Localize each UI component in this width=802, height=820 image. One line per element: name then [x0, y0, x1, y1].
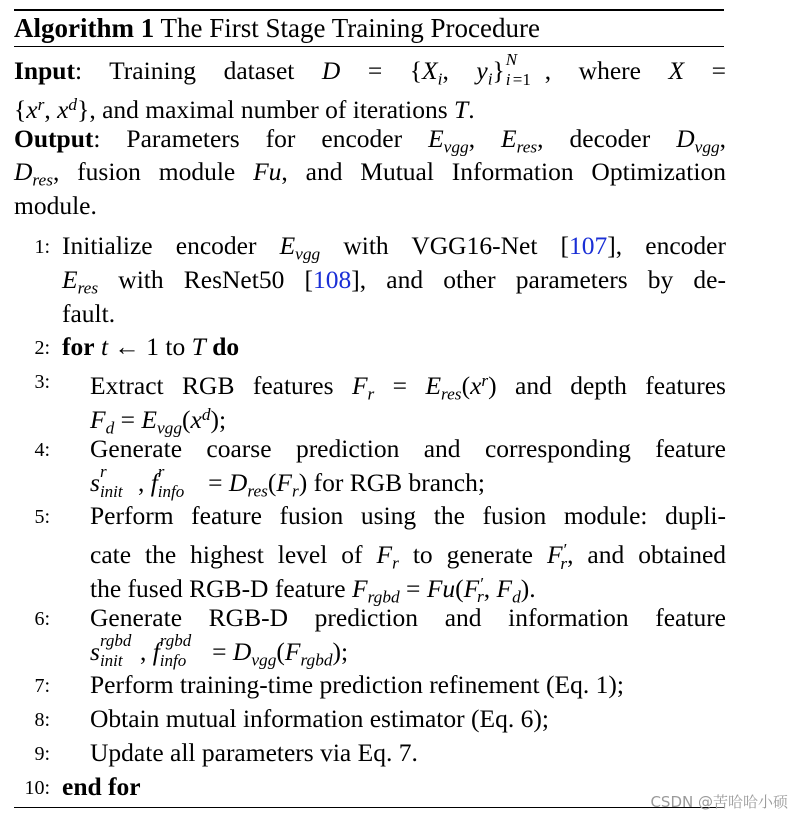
output-label: Output — [14, 123, 94, 153]
top-rule — [14, 9, 724, 11]
step-number: 10: — [24, 776, 50, 799]
algorithm-title — [14, 13, 540, 43]
input-line-1: Input: Training dataset $D = \{X_i$, $y_i$} N i =1 , where X = — [14, 50, 727, 89]
output-line-2: $D_{res}$, fusion module Fu, and Mutual Information Optimization — [14, 157, 726, 190]
header-rule — [14, 46, 724, 47]
algorithm-name: The First Stage Training Procedure — [160, 13, 540, 43]
watermark: CSDN @苦哈哈小硕 — [650, 793, 788, 811]
citation-link[interactable]: 107 — [569, 231, 608, 260]
bottom-rule — [14, 807, 724, 808]
step-number: 4: — [34, 438, 50, 461]
step-number: 8: — [34, 709, 50, 732]
input-block — [14, 50, 727, 124]
output-line-3: module. — [14, 191, 97, 221]
step-number: 7: — [34, 675, 50, 698]
step-number: 2: — [34, 337, 50, 360]
step-number: 5: — [34, 506, 50, 529]
step-number: 6: — [34, 607, 50, 630]
input-label: Input — [14, 56, 75, 85]
step-number: 1: — [34, 236, 50, 258]
algorithm-label: Algorithm 1 — [14, 13, 155, 43]
output-line-1: Output: Parameters for encoder $E_{vgg}$, $E_{res}$, decoder $D_{vgg}$, — [14, 123, 727, 157]
step-number: 3: — [34, 371, 50, 394]
output-block — [14, 122, 726, 223]
input-line-2: {$x^r$, $x^d$}, and maximal number of iterations T. — [14, 94, 475, 124]
step-number: 9: — [34, 743, 50, 765]
citation-link[interactable]: 108 — [312, 264, 352, 294]
